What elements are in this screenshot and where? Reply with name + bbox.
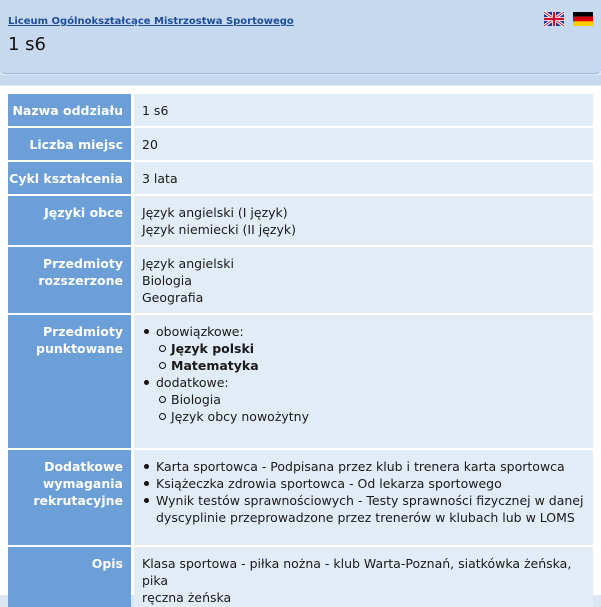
- value-line: Język angielski: [142, 256, 234, 271]
- label-line: wymagania: [42, 476, 123, 491]
- list-item: Biologia: [171, 391, 309, 408]
- row-value: [134, 162, 593, 194]
- de-flag-icon[interactable]: [573, 12, 593, 26]
- row-label: [8, 547, 131, 607]
- label-line: rozszerzone: [38, 273, 123, 288]
- table-row: [8, 247, 593, 313]
- value-nazwa: 1 s6: [142, 103, 169, 118]
- value-line: Klasa sportowa - piłka nożna - klub Warta-Poznań, siatkówka żeńska, pika: [142, 556, 572, 588]
- table-row: [8, 196, 593, 245]
- row-label: [8, 247, 131, 313]
- list-item: Wynik testów sprawnościowych - Testy sprawności fizycznej w danej: [156, 493, 584, 508]
- label-line: rekrutacyjne: [33, 493, 123, 508]
- school-name-link[interactable]: Liceum Ogólnokształcące Mistrzostwa Sportowego: [8, 16, 294, 27]
- list-item: Język polski: [171, 340, 309, 357]
- label-liczba: Liczba miejsc: [29, 137, 123, 152]
- class-details-table: [0, 86, 601, 605]
- label-line: Przedmioty: [42, 256, 123, 271]
- value-line: Biologia: [142, 273, 192, 288]
- list-item: Książeczka zdrowia sportowca - Od lekarza sportowego: [156, 475, 583, 492]
- value-line: Geografia: [142, 290, 204, 305]
- list-item: Język obcy nowożytny: [171, 409, 309, 424]
- page-header: [0, 0, 601, 74]
- value-line: Język angielski (I język): [142, 205, 288, 220]
- row-label: [8, 162, 131, 194]
- value-cykl: 3 lata: [142, 171, 178, 186]
- value-liczba: 20: [142, 137, 158, 152]
- label-line: Dodatkowe: [44, 459, 123, 474]
- label-opis: Opis: [91, 556, 123, 571]
- table-row: [8, 162, 593, 194]
- uk-flag-icon[interactable]: [544, 12, 564, 26]
- row-value: [134, 196, 593, 245]
- table-row: [8, 94, 593, 126]
- list-item-continuation: dyscyplinie przeprowadzone przez trenerów w klubach lub w LOMS: [156, 510, 575, 525]
- label-line: Przedmioty: [42, 324, 123, 339]
- row-label: [8, 94, 131, 126]
- row-label: [8, 450, 131, 545]
- list-item: Karta sportowca - Podpisana przez klub i trenera karta sportowca: [156, 458, 583, 475]
- header-strip: [0, 75, 601, 85]
- row-value: [134, 450, 593, 545]
- page-title: 1 s6: [8, 34, 47, 55]
- label-cykl: Cykl kształcenia: [9, 171, 123, 186]
- table-row: [8, 315, 593, 448]
- row-value: [134, 247, 593, 313]
- table-row: [8, 450, 593, 545]
- subject-list: [156, 323, 309, 425]
- label-jezyki: Języki obce: [44, 205, 123, 220]
- list-item: obowiązkowe: Język polski Matematyka: [156, 323, 309, 374]
- row-label: [8, 315, 131, 448]
- row-label: [8, 128, 131, 160]
- row-value: [134, 128, 593, 160]
- value-line: ręczna żeńska: [142, 590, 232, 605]
- label-line: punktowane: [36, 341, 123, 356]
- list-item: Matematyka: [171, 357, 309, 374]
- row-value: [134, 547, 593, 607]
- table-row: [8, 128, 593, 160]
- row-value: [134, 315, 593, 448]
- requirements-list: [156, 458, 583, 526]
- table-row: [8, 547, 593, 607]
- label-nazwa: Nazwa oddziału: [12, 103, 123, 118]
- list-item: dodatkowe: Biologia Język obcy nowożytny: [156, 375, 309, 424]
- value-line: Język niemiecki (II język): [142, 222, 296, 237]
- row-value: [134, 94, 593, 126]
- row-label: [8, 196, 131, 245]
